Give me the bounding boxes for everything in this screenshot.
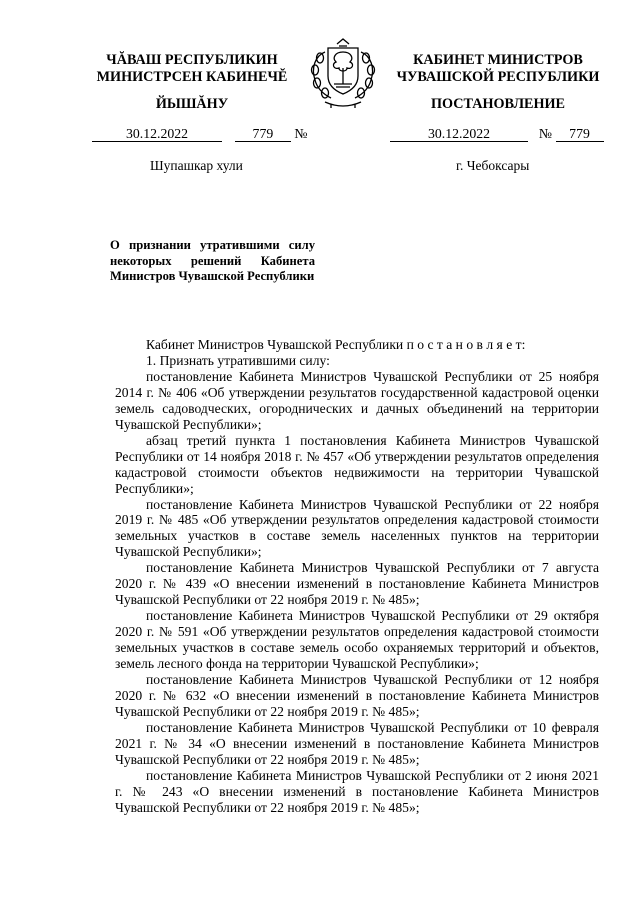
document-body <box>115 337 599 816</box>
body-paragraph: 1. Признать утратившими силу: <box>146 352 330 368</box>
date-left: 30.12.2022 <box>92 126 222 142</box>
number-line-left <box>92 126 308 144</box>
body-paragraph: абзац третий пункта 1 постановления Кабинета Министров Чувашской Республики от 14 ноября 2018 г. № 457 «Об утверждении результатов определения кадастровой стоимости объектов недвижимости на территории Чувашской Республики»; <box>115 432 599 496</box>
header-left-line2: МИНИСТРСЕН КАБИНЕЧĔ <box>96 69 288 85</box>
body-paragraph: постановление Кабинета Министров Чувашской Республики от 7 августа 2020 г. № 439 «О внесении изменений в постановление Кабинета Министров Чувашской Республики от 22 ноября 2019 г. № 485»; <box>115 560 599 608</box>
number-line-right <box>390 126 604 144</box>
header-right-russian <box>388 52 608 86</box>
body-paragraph: постановление Кабинета Министров Чувашской Республики от 29 октября 2020 г. № 591 «Об утверждении результатов определения кадастровой стоимости земельных участков в составе земель особо охраняемых территорий и объектов, земель лесного фонда на территории Чувашской Республики»; <box>115 608 599 672</box>
body-paragraph: постановление Кабинета Министров Чувашской Республики от 12 ноября 2020 г. № 632 «О внесении изменений в постановление Кабинета Министров Чувашской Республики от 22 ноября 2019 г. № 485»; <box>115 672 599 719</box>
header-left-line1: ЧĂВАШ РЕСПУБЛИКИН <box>106 52 278 68</box>
doctype-right: ПОСТАНОВЛЕНИЕ <box>430 96 566 112</box>
body-paragraph: Кабинет Министров Чувашской Республики п о с т а н о в л я е т: <box>146 337 526 352</box>
number-sign-right: № <box>538 126 553 141</box>
body-paragraph: постановление Кабинета Министров Чувашской Республики от 10 февраля 2021 г. № 34 «О внесении изменений в постановление Кабинета Министров Чувашской Республики от 22 ноября 2019 г. № 485»; <box>115 719 599 767</box>
body-paragraph: постановление Кабинета Министров Чувашской Республики от 22 ноября 2019 г. № 485 «Об утверждении результатов определения кадастровой стоимости земельных участков в составе земель населенных пунктов на территории Чувашской Республики»; <box>115 496 599 560</box>
date-right: 30.12.2022 <box>390 126 528 142</box>
document-subject: О признании утратившими силу некоторых решений Кабинета Министров Чувашской Республики <box>110 238 315 283</box>
body-paragraph: постановление Кабинета Министров Чувашской Республики от 2 июня 2021 г. № 243 «О внесении изменений в постановление Кабинета Министров Чувашской Республики от 22 ноября 2019 г. № 485»; <box>115 767 599 815</box>
doctype-left: ЙЫШĂНУ <box>155 96 229 112</box>
place-left: Шупашкар хули <box>150 158 243 173</box>
number-right: 779 <box>556 126 604 142</box>
number-left: 779 <box>235 126 291 142</box>
number-sign-left: № <box>294 126 308 141</box>
coat-of-arms-emblem <box>301 38 385 112</box>
header-left-chuvash <box>86 52 298 86</box>
header-right-line1: КАБИНЕТ МИНИСТРОВ <box>413 52 583 68</box>
header-right-line2: ЧУВАШСКОЙ РЕСПУБЛИКИ <box>396 69 600 85</box>
body-paragraph: постановление Кабинета Министров Чувашской Республики от 25 ноября 2014 г. № 406 «Об утверждении результатов государственной кадастровой оценки земель садоводческих, огороднических и дачных объединений на территории Чувашской Республики»; <box>115 368 599 432</box>
place-right: г. Чебоксары <box>456 158 530 173</box>
